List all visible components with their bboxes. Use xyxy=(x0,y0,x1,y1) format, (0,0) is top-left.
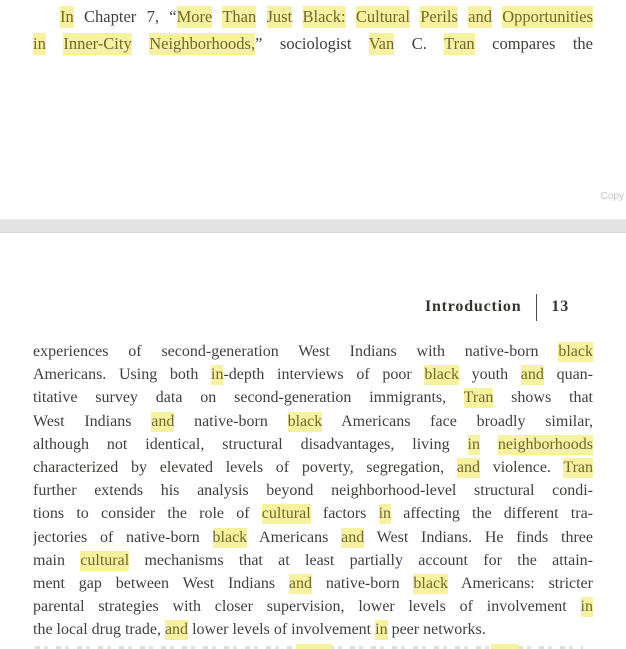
prev-page-paragraph xyxy=(33,3,593,57)
highlighted-word[interactable]: Van xyxy=(368,34,395,53)
text-segment xyxy=(132,34,149,53)
text-segment: parental strategies with closer supervision, lower levels of involvement xyxy=(33,598,581,616)
highlighted-word[interactable]: black xyxy=(413,574,449,592)
clipped-highlight xyxy=(491,644,519,649)
text-segment: Americans face broadly similar, xyxy=(322,412,593,430)
text-segment: quan- xyxy=(543,366,593,384)
highlighted-word[interactable]: Black: xyxy=(302,7,346,26)
text-line xyxy=(33,549,593,572)
text-segment: the local drug trade, xyxy=(33,621,165,639)
text-segment xyxy=(292,7,302,26)
text-segment: Chapter 7, “ xyxy=(73,7,177,26)
text-segment: native-born xyxy=(312,574,414,592)
highlighted-word[interactable]: in xyxy=(378,505,392,523)
section-title: Introduction xyxy=(424,298,522,315)
highlighted-word[interactable]: in xyxy=(211,366,224,384)
highlighted-word[interactable]: black xyxy=(424,366,459,384)
text-line xyxy=(33,479,593,502)
highlighted-word[interactable]: in xyxy=(467,435,480,453)
highlighted-word[interactable]: Inner-City xyxy=(63,34,132,53)
text-line xyxy=(33,456,593,479)
text-line xyxy=(33,526,593,549)
highlighted-word[interactable]: neighborhoods xyxy=(497,435,593,453)
text-segment: ment gap between West Indians xyxy=(33,574,289,592)
text-segment: jectories of native-born xyxy=(33,528,213,546)
text-line xyxy=(33,433,593,456)
highlighted-word[interactable]: Just xyxy=(266,7,293,26)
text-segment: ” sociologist xyxy=(255,34,369,53)
text-segment xyxy=(480,436,498,453)
text-segment: Americans xyxy=(247,528,342,546)
text-segment: affecting the different tra- xyxy=(391,505,593,523)
highlighted-word[interactable]: and xyxy=(456,458,480,476)
text-segment: titative survey data on second-generation immigrants, xyxy=(33,389,464,407)
highlighted-word[interactable]: cultural xyxy=(80,551,130,569)
highlighted-word[interactable]: black xyxy=(558,343,593,360)
text-line xyxy=(33,363,593,386)
main-paragraph xyxy=(33,340,593,641)
text-segment: further extends his analysis beyond neighborhood-level structural condi- xyxy=(33,482,593,500)
highlighted-word[interactable]: Neighborhoods, xyxy=(149,34,256,53)
highlighted-word[interactable]: and xyxy=(288,574,313,592)
text-segment xyxy=(492,7,502,26)
highlighted-word[interactable]: Tran xyxy=(563,458,593,476)
text-segment: West Indians. He finds three xyxy=(364,528,593,546)
text-line xyxy=(33,502,593,525)
highlighted-word[interactable]: cultural xyxy=(261,505,311,523)
highlighted-word[interactable]: In xyxy=(60,7,74,26)
text-segment: lower levels of involvement xyxy=(188,621,376,639)
text-line xyxy=(33,572,593,595)
text-line xyxy=(33,595,593,618)
text-segment: peer networks. xyxy=(387,621,486,639)
text-segment: compares the xyxy=(474,34,593,53)
highlighted-word[interactable]: Perils xyxy=(420,7,458,26)
highlighted-word[interactable]: black xyxy=(287,412,323,430)
text-segment: violence. xyxy=(480,458,564,476)
highlighted-word[interactable]: and xyxy=(468,7,492,26)
page-header xyxy=(425,293,569,321)
text-segment xyxy=(410,7,420,26)
text-line xyxy=(33,386,593,409)
text-segment: Americans: stricter xyxy=(448,574,593,592)
highlighted-word[interactable]: More xyxy=(176,7,213,26)
text-segment xyxy=(46,34,63,53)
highlighted-word[interactable]: in xyxy=(33,34,46,53)
header-divider xyxy=(536,294,537,321)
text-segment xyxy=(212,7,222,26)
page-number: 13 xyxy=(551,298,569,315)
text-segment: Americans. Using both xyxy=(33,366,211,384)
text-segment: characterized by elevated levels of poverty, segregation, xyxy=(33,458,457,476)
highlighted-word[interactable]: black xyxy=(212,528,248,546)
highlighted-word[interactable]: Tran xyxy=(444,34,475,53)
text-segment: youth xyxy=(458,366,521,384)
text-segment: main xyxy=(33,551,81,569)
text-segment xyxy=(346,7,356,26)
highlighted-word[interactable]: and xyxy=(341,528,365,546)
text-segment: C. xyxy=(394,34,445,53)
text-segment: native-born xyxy=(174,412,288,430)
text-segment xyxy=(458,7,468,26)
text-segment: factors xyxy=(310,505,379,523)
highlighted-word[interactable]: in xyxy=(375,621,388,639)
text-line xyxy=(33,30,593,57)
clipped-next-line xyxy=(33,644,593,649)
highlighted-word[interactable]: and xyxy=(520,366,544,384)
highlighted-word[interactable]: Opportunities xyxy=(502,7,593,26)
highlighted-word[interactable]: and xyxy=(151,412,175,430)
page-separator xyxy=(0,219,626,233)
text-line xyxy=(33,410,593,433)
text-segment: -depth interviews of poor xyxy=(223,366,425,384)
text-segment: shows that xyxy=(493,389,593,407)
highlighted-word[interactable]: Tran xyxy=(463,389,494,407)
clipped-highlight xyxy=(296,644,332,649)
highlighted-word[interactable]: Than xyxy=(222,7,257,26)
highlighted-word[interactable]: and xyxy=(164,621,189,639)
text-segment xyxy=(256,7,266,26)
text-segment: experiences of second-generation West Indians with native-born xyxy=(33,343,559,360)
text-segment: mechanisms that at least partially account for the attain- xyxy=(129,551,593,569)
highlighted-word[interactable]: Cultural xyxy=(355,7,410,26)
copy-button[interactable]: Copy xyxy=(600,191,624,202)
highlighted-word[interactable]: in xyxy=(580,598,593,616)
text-segment: tions to consider the role of xyxy=(33,505,262,523)
text-line xyxy=(33,3,593,30)
text-segment: West Indians xyxy=(33,412,152,430)
text-line xyxy=(33,340,593,363)
text-line xyxy=(33,618,593,641)
text-segment: although not identical, structural disadvantages, living xyxy=(33,435,468,453)
